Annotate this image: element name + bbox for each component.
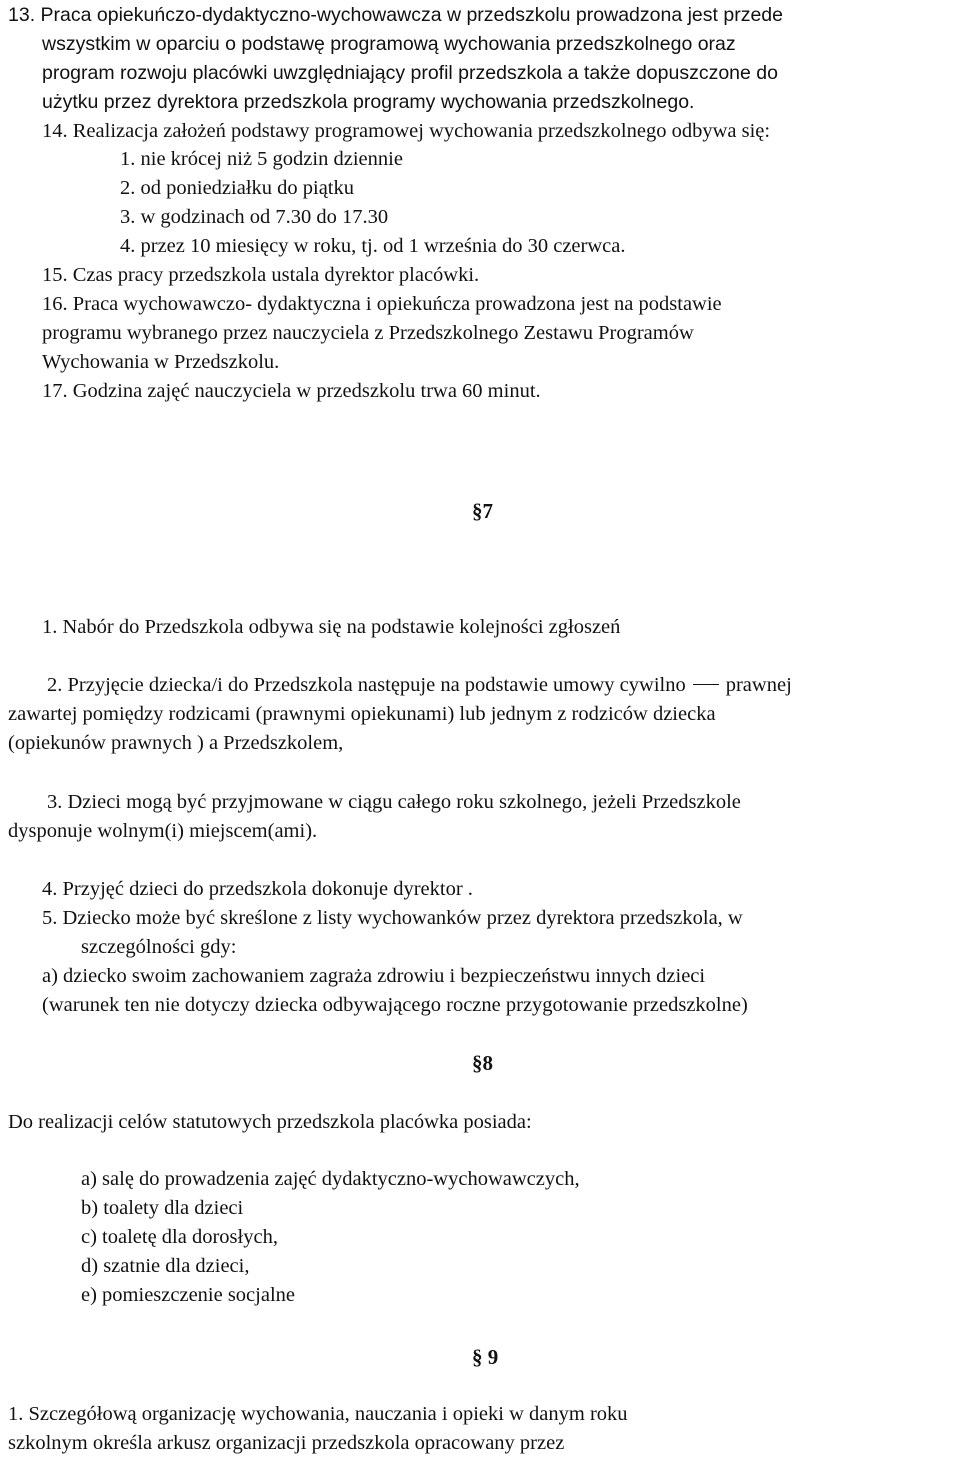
s9-line-2: szkolnym określa arkusz organizacji przedszkola opracowany przez [8,1432,565,1454]
s8-item-a: a) salę do prowadzenia zajęć dydaktyczno-wychowawczych, [81,1168,580,1190]
p16-line-1: 16. Praca wychowawczo- dydaktyczna i opiekuńcza prowadzona jest na podstawie [42,293,722,315]
section-7-heading: §7 [472,499,493,523]
s8-item-b: b) toalety dla dzieci [81,1197,244,1219]
p17: 17. Godzina zajęć nauczyciela w przedszkolu trwa 60 minut. [42,380,541,402]
s7-item-2-line-2: zawartej pomiędzy rodzicami (prawnymi opiekunami) lub jednym z rodziców dziecka [8,703,716,725]
s9-line-1: 1. Szczegółową organizację wychowania, nauczania i opieki w danym roku [8,1403,628,1425]
s7-item-1: 1. Nabór do Przedszkola odbywa się na podstawie kolejności zgłoszeń [42,616,621,638]
s7-item-5-line-1: 5. Dziecko może być skreślone z listy wychowanków przez dyrektora przedszkola, w [42,907,743,929]
s7-item-a-line-1: a) dziecko swoim zachowaniem zagraża zdrowiu i bezpieczeństwu innych dzieci [42,965,706,987]
p14-item-1: 1. nie krócej niż 5 godzin dziennie [120,148,403,170]
p16-line-3: Wychowania w Przedszkolu. [42,351,280,373]
s8-item-e: e) pomieszczenie socjalne [81,1284,295,1306]
p13-line-3: program rozwoju placówki uwzględniający profil przedszkola a także dopuszczone do [42,62,778,84]
p13-line-2: wszystkim w oparciu o podstawę programową wychowania przedszkolnego oraz [42,33,736,55]
p14-item-4: 4. przez 10 miesięcy w roku, tj. od 1 września do 30 czerwca. [120,235,626,257]
s7-item-2-line-1 [47,672,792,698]
s7-item-3-line-2: dysponuje wolnym(i) miejscem(ami). [8,820,318,842]
dash-line [693,684,719,685]
s8-intro: Do realizacji celów statutowych przedszkola placówka posiada: [8,1111,532,1133]
s7-item-3-line-1: 3. Dzieci mogą być przyjmowane w ciągu całego roku szkolnego, jeżeli Przedszkole [47,791,741,813]
s8-item-d: d) szatnie dla dzieci, [81,1255,250,1277]
s7-item-5-line-2: szczególności gdy: [81,936,237,958]
section-9-heading: § 9 [472,1345,499,1369]
p14-item-2: 2. od poniedziałku do piątku [120,177,354,199]
p16-line-2: programu wybranego przez nauczyciela z Przedszkolnego Zestawu Programów [42,322,694,344]
p14-line-1: 14. Realizacja założeń podstawy programowej wychowania przedszkolnego odbywa się: [42,120,771,142]
s7-item-2-text: 2. Przyjęcie dziecka/i do Przedszkola następuje na podstawie umowy cywilno [47,674,686,696]
p15: 15. Czas pracy przedszkola ustala dyrektor placówki. [42,264,480,286]
s7-item-4: 4. Przyjęć dzieci do przedszkola dokonuje dyrektor . [42,878,473,900]
s7-item-a-line-2: (warunek ten nie dotyczy dziecka odbywającego roczne przygotowanie przedszkolne) [42,994,748,1016]
p14-item-3: 3. w godzinach od 7.30 do 17.30 [120,206,389,228]
p13-line-1: 13. Praca opiekuńczo-dydaktyczno-wychowawcza w przedszkolu prowadzona jest przede [8,4,783,26]
s7-item-2-line-3: (opiekunów prawnych ) a Przedszkolem, [8,732,344,754]
s7-item-2-word: prawnej [725,674,792,696]
section-8-heading: §8 [472,1051,493,1075]
p13-line-4: użytku przez dyrektora przedszkola programy wychowania przedszkolnego. [42,91,695,113]
s8-item-c: c) toaletę dla dorosłych, [81,1226,278,1248]
